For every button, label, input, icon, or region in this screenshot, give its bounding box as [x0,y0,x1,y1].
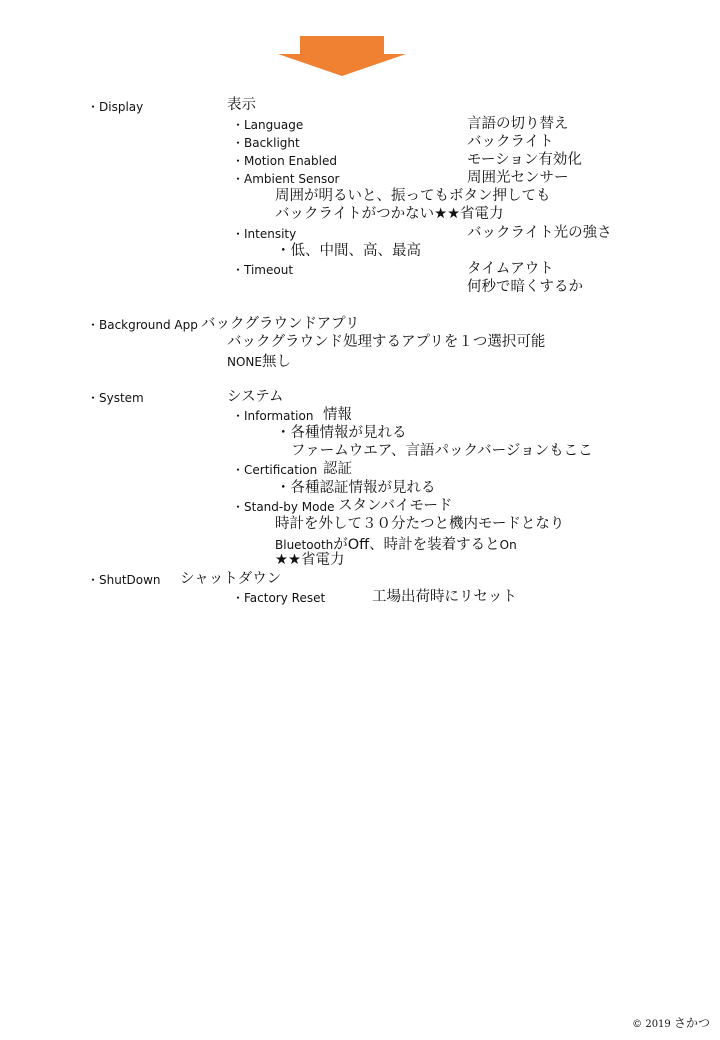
information-item-1: ・各種情報が見れる [276,425,407,441]
standby-line-1: 時計を外して３０分たつと機内モードとなり [275,516,565,532]
background-none [227,353,291,370]
down-arrow-icon [278,36,406,76]
certification-title-ja: 認証 [323,461,352,477]
ambient-note-2: バックライトがつかない★★省電力 [275,206,504,222]
standby-line-2 [275,536,517,553]
backlight-label: ・Backlight [232,136,300,150]
motion-label: ・Motion Enabled [232,154,337,168]
standby-line-3: ★★省電力 [275,552,345,568]
display-heading: ・Display [87,100,144,114]
ambient-label: ・Ambient Sensor [232,172,340,186]
display-title-ja: 表示 [227,97,256,113]
standby-label: ・Stand-by Mode [232,500,335,514]
ambient-desc: 周囲光センサー [467,170,569,186]
copyright-text: © 2019 [632,1019,671,1030]
background-desc: バックグラウンド処理するアプリを１つ選択可能 [227,334,546,350]
information-label: ・Information [232,409,314,423]
standby-title-ja: スタンバイモード [338,498,453,514]
intensity-label: ・Intensity [232,227,297,241]
none-ja: 無し [261,354,291,370]
copyright-footer [632,1014,710,1031]
timeout-label: ・Timeout [232,263,294,277]
certification-item-1: ・各種認証情報が見れる [276,480,436,496]
ambient-note-1: 周囲が明るいと、振ってもボタン押しても [275,188,551,204]
on-text: On [499,538,517,552]
background-title-ja: バックグラウンドアプリ [201,316,360,332]
information-title-ja: 情報 [323,407,352,423]
intensity-levels: ・低、中間、高、最高 [276,243,421,259]
certification-label: ・Certification [232,463,318,477]
timeout-desc-1: タイムアウト [467,261,554,277]
backlight-desc: バックライト [467,134,554,150]
standby-line-2-ja: がOff、時計を装着すると [333,537,500,553]
language-desc: 言語の切り替え [467,116,569,132]
intensity-desc: バックライト光の強さ [467,225,612,241]
shutdown-heading: ・ShutDown [87,573,161,587]
factory-reset-label: ・Factory Reset [232,591,326,605]
background-heading: ・Background App [87,318,198,332]
motion-desc: モーション有効化 [467,152,582,168]
factory-reset-desc: 工場出荷時にリセット [372,589,517,605]
shutdown-title-ja: シャットダウン [180,571,282,587]
bluetooth-text: Bluetooth [275,538,334,552]
none-en: NONE [227,355,262,369]
copyright-owner: さかつ [673,1016,710,1030]
timeout-desc-2: 何秒で暗くするか [467,279,583,295]
system-heading: ・System [87,391,144,405]
system-title-ja: システム [227,389,284,405]
information-item-2: ファームウエア、言語パックバージョンもここ [291,443,593,459]
language-label: ・Language [232,118,304,132]
